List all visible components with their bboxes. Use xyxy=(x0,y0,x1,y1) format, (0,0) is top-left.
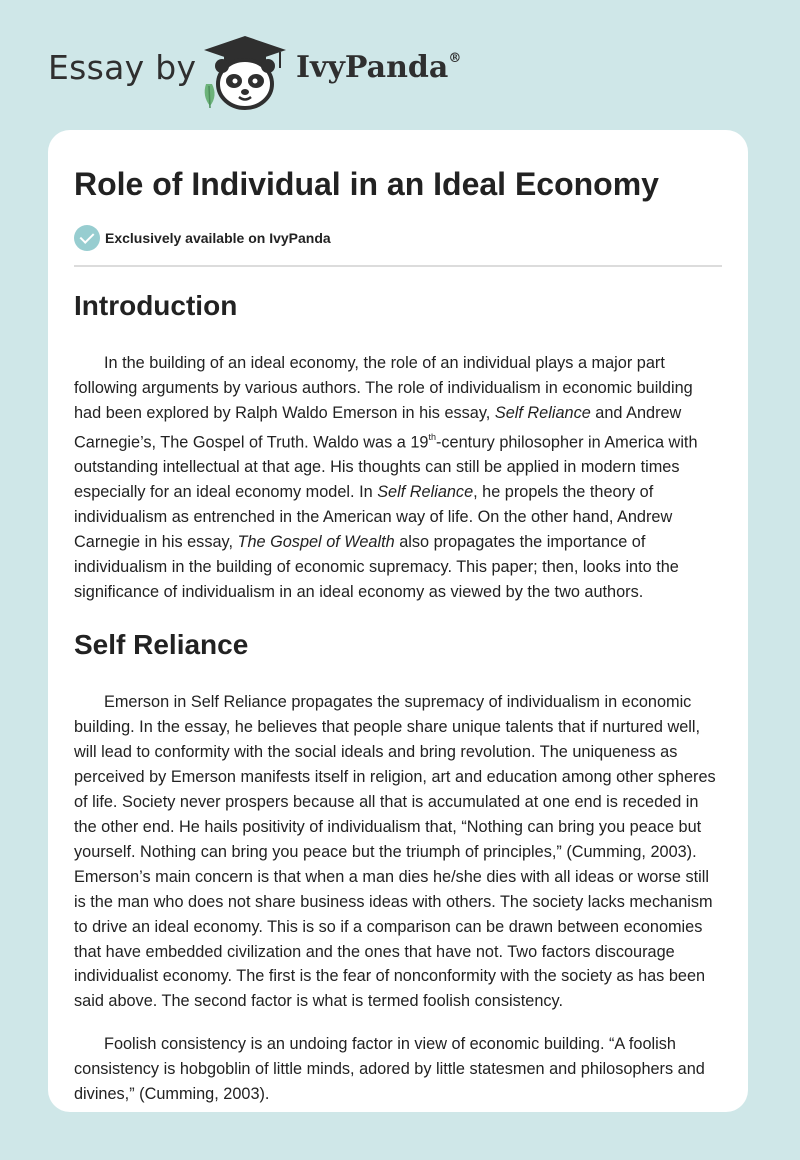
page-title: Role of Individual in an Ideal Economy xyxy=(74,166,659,202)
check-icon xyxy=(74,225,100,251)
self-reliance-paragraph-2: Foolish consistency is an undoing factor in view of economic building. “A foolish consistency is hobgoblin of little minds, adored by little statesmen and philosophers and divines,” (Cumming, 2003). xyxy=(74,1035,705,1104)
section-heading-introduction: Introduction xyxy=(74,290,238,321)
brand-prefix: Essay by xyxy=(48,48,197,87)
exclusive-badge xyxy=(74,225,722,251)
essay-card xyxy=(48,130,748,1112)
section-heading-self-reliance: Self Reliance xyxy=(74,629,249,661)
brand-name: IvyPanda® xyxy=(296,50,462,85)
self-reliance-paragraph-1: Emerson in Self Reliance propagates the supremacy of individualism in economic building. In the essay, he believes that people share unique talents that if nurtured well, will lead to conformity with the social ideals and bring revolution. The uniqueness as perceived by Emerson manifests itself in religion, art and education among other spheres of life. Society never prospers because all that is accumulated at one end is receded in the other end. He hails positivity of individualism that, “Nothing can bring you peace but yourself. Nothing can bring you peace but the triumph of principles,” (Cumming, 2003). Emerson’s main concern is that when a man dies he/she dies with all ideas or worse still is the man who does not share business ideas with others. The society lacks mechanism to drive an ideal economy. This is so if a comparison can be drawn between economies that have embedded civilization and the ones that have not. Two factors discourage individualist economy. The first is the fear of nonconformity with the society as has been said above. The second factor is what is termed foolish consistency. xyxy=(74,693,716,1011)
divider xyxy=(74,265,722,267)
panda-logo-icon[interactable] xyxy=(200,34,290,110)
site-header xyxy=(0,0,800,130)
intro-paragraph: In the building of an ideal economy, the role of an individual plays a major part following arguments by various authors. The role of individualism in economic building had been explored by Ralph Waldo Emerson in his essay, Self Reliance and Andrew Carnegie’s, The Gospel of Truth. Waldo was a 19th-century philosopher in America with outstanding intellectual at that age. His thoughts can still be applied in modern times especially for an ideal economy model. In Self Reliance, he propels the theory of individualism as entrenched in the American way of life. On the other hand, Andrew Carnegie in his essay, The Gospel of Wealth also propagates the importance of individualism in the building of economic supremacy. This paper; then, looks into the significance of individualism in an ideal economy as viewed by the two authors. xyxy=(74,354,698,601)
badge-label: Exclusively available on IvyPanda xyxy=(105,230,331,246)
